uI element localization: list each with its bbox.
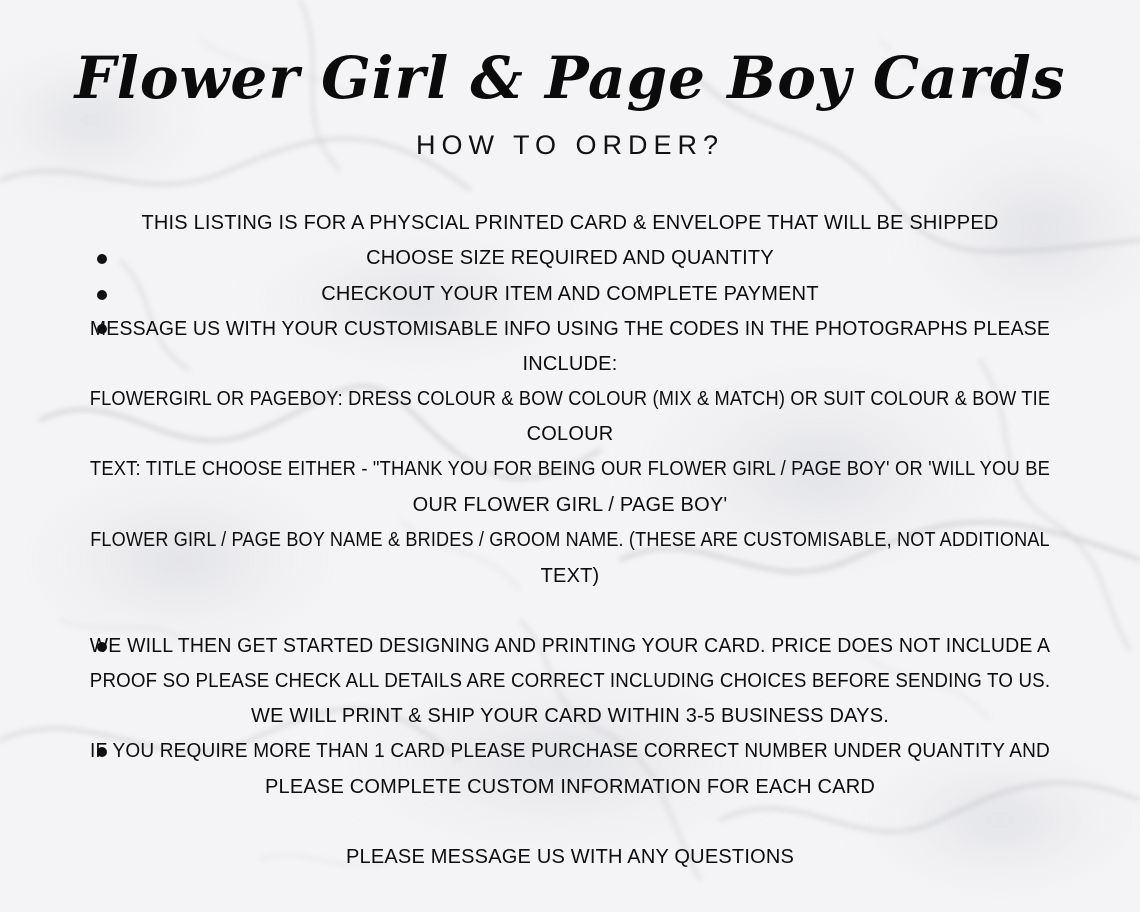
info-flowergirl-line-1: FLOWERGIRL OR PAGEBOY: DRESS COLOUR & BOW COLOUR (MIX & MATCH) OR SUIT COLOUR & BOW TIE: [89, 388, 1051, 410]
step-design-line-1: WE WILL THEN GET STARTED DESIGNING AND PRINTING YOUR CARD. PRICE DOES NOT INCLUDE A: [89, 635, 1051, 657]
info-text-line-1: TEXT: TITLE CHOOSE EITHER - "THANK YOU FOR BEING OUR FLOWER GIRL / PAGE BOY' OR 'WILL YOU BE: [89, 458, 1051, 480]
info-text-line-2: OUR FLOWER GIRL / PAGE BOY': [412, 494, 728, 516]
step-choose-size: CHOOSE SIZE REQUIRED AND QUANTITY: [366, 247, 774, 269]
step-design-line-2: PROOF SO PLEASE CHECK ALL DETAILS ARE CORRECT INCLUDING CHOICES BEFORE SENDING TO US.: [89, 670, 1051, 692]
step-multiple-line-2: PLEASE COMPLETE CUSTOM INFORMATION FOR EACH CARD: [264, 776, 876, 798]
step-design-line-3: WE WILL PRINT & SHIP YOUR CARD WITHIN 3-5 BUSINESS DAYS.: [251, 705, 889, 727]
info-names-line-2: TEXT): [540, 565, 600, 587]
step-message-line-2: INCLUDE:: [522, 353, 618, 375]
listing-info-line: THIS LISTING IS FOR A PHYSCIAL PRINTED CARD & ENVELOPE THAT WILL BE SHIPPED: [141, 212, 999, 234]
page-subtitle: HOW TO ORDER?: [415, 130, 725, 160]
step-multiple-line-1: IF YOU REQUIRE MORE THAN 1 CARD PLEASE PURCHASE CORRECT NUMBER UNDER QUANTITY AND: [90, 740, 1050, 762]
page-title: Flower Girl & Page Boy Cards: [74, 44, 1066, 112]
info-names-line-1: FLOWER GIRL / PAGE BOY NAME & BRIDES / GROOM NAME. (THESE ARE CUSTOMISABLE, NOT ADDITIONAL: [90, 529, 1050, 551]
step-checkout: CHECKOUT YOUR ITEM AND COMPLETE PAYMENT: [321, 283, 819, 305]
info-flowergirl-line-2: COLOUR: [526, 423, 614, 445]
closing-message: PLEASE MESSAGE US WITH ANY QUESTIONS: [345, 846, 795, 868]
step-message-line-1: MESSAGE US WITH YOUR CUSTOMISABLE INFO USING THE CODES IN THE PHOTOGRAPHS PLEASE: [89, 318, 1051, 340]
